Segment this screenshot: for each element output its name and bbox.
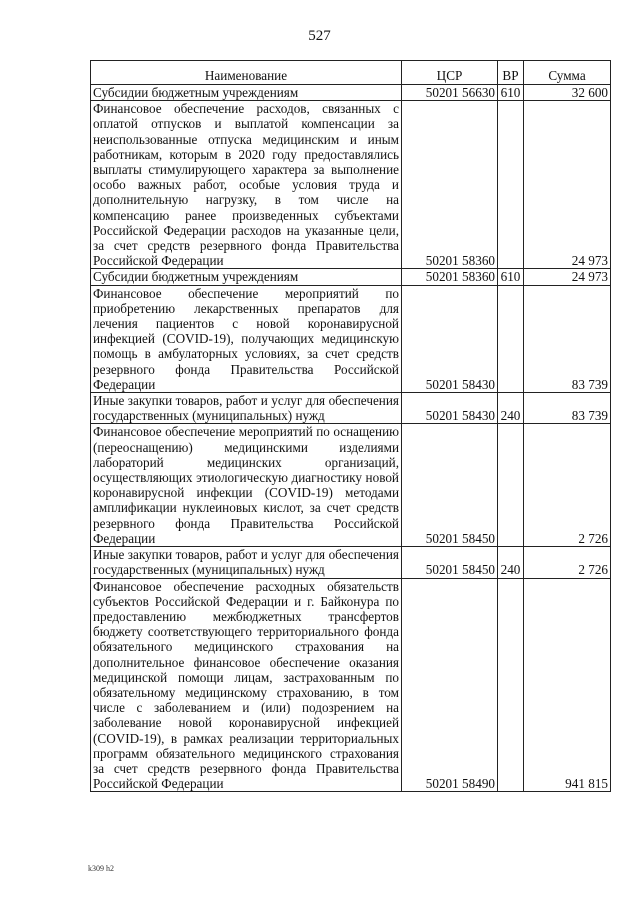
row-csr: 50201 58450 [402, 424, 498, 547]
budget-table [90, 60, 611, 792]
row-csr: 50201 58490 [402, 578, 498, 792]
row-name: Финансовое обеспечение расходов, связанных с оплатой отпусков и выплатой компенсации за неиспользованные отпуска медицинским и иным работникам, которым в 2020 году предоставлялись выплаты стимулирующего характера за выполнение особо важных работ, особые условия труда и дополнительную нагрузку, в том числе на компенсацию ранее произведенных субъектами Российской Федерации расходов на указанные цели, за счет средств резервного фонда Правительства Российской Федерации [91, 101, 402, 269]
row-csr: 50201 58360 [402, 101, 498, 269]
footer-code: k309 h2 [88, 864, 114, 873]
row-sum: 24 973 [524, 101, 611, 269]
table-row [91, 101, 611, 269]
row-vr: 240 [498, 393, 524, 424]
row-name: Иные закупки товаров, работ и услуг для обеспечения государственных (муниципальных) нужд [91, 547, 402, 578]
table-row [91, 424, 611, 547]
header-sum: Сумма [524, 61, 611, 85]
table-row [91, 393, 611, 424]
row-sum: 2 726 [524, 547, 611, 578]
row-name: Субсидии бюджетным учреждениям [91, 269, 402, 285]
row-sum: 32 600 [524, 85, 611, 101]
row-csr: 50201 58450 [402, 547, 498, 578]
row-csr: 50201 58430 [402, 285, 498, 392]
row-vr [498, 424, 524, 547]
row-sum: 2 726 [524, 424, 611, 547]
row-sum: 83 739 [524, 393, 611, 424]
table-row [91, 578, 611, 792]
row-sum: 24 973 [524, 269, 611, 285]
row-name: Финансовое обеспечение мероприятий по оснащению (переоснащению) медицинскими изделиями лабораторий медицинских организаций, осуществляющих этиологическую диагностику новой коронавирусной инфекции (COVID-19) методами амплификации нуклеиновых кислот, за счет средств резервного фонда Правительства Российской Федерации [91, 424, 402, 547]
row-csr: 50201 56630 [402, 85, 498, 101]
row-vr: 610 [498, 85, 524, 101]
table-header-row [91, 61, 611, 85]
table-row [91, 85, 611, 101]
row-csr: 50201 58360 [402, 269, 498, 285]
row-name: Субсидии бюджетным учреждениям [91, 85, 402, 101]
header-vr: ВР [498, 61, 524, 85]
row-vr: 610 [498, 269, 524, 285]
row-vr [498, 285, 524, 392]
row-vr [498, 578, 524, 792]
table-row [91, 285, 611, 392]
table-row [91, 269, 611, 285]
page-number: 527 [308, 28, 331, 44]
table-row [91, 547, 611, 578]
row-name: Иные закупки товаров, работ и услуг для обеспечения государственных (муниципальных) нужд [91, 393, 402, 424]
row-name: Финансовое обеспечение мероприятий по приобретению лекарственных препаратов для лечения пациентов с новой коронавирусной инфекцией (COVID-19), получающих медицинскую помощь в амбулаторных условиях, за счет средств резервного фонда Правительства Российской Федерации [91, 285, 402, 392]
row-vr [498, 101, 524, 269]
header-name: Наименование [91, 61, 402, 85]
row-vr: 240 [498, 547, 524, 578]
row-name: Финансовое обеспечение расходных обязательств субъектов Российской Федерации и г. Байконура по предоставлению межбюджетных трансфертов бюджету соответствующего территориального фонда обязательного медицинского страхования на дополнительное финансовое обеспечение оказания медицинской помощи лицам, застрахованным по обязательному медицинскому страхованию, в том числе с заболеванием и (или) подозрением на заболевание новой коронавирусной инфекцией (COVID-19), в рамках реализации территориальных программ обязательного медицинского страхования за счет средств резервного фонда Правительства Российской Федерации [91, 578, 402, 792]
row-csr: 50201 58430 [402, 393, 498, 424]
row-sum: 941 815 [524, 578, 611, 792]
header-csr: ЦСР [402, 61, 498, 85]
row-sum: 83 739 [524, 285, 611, 392]
